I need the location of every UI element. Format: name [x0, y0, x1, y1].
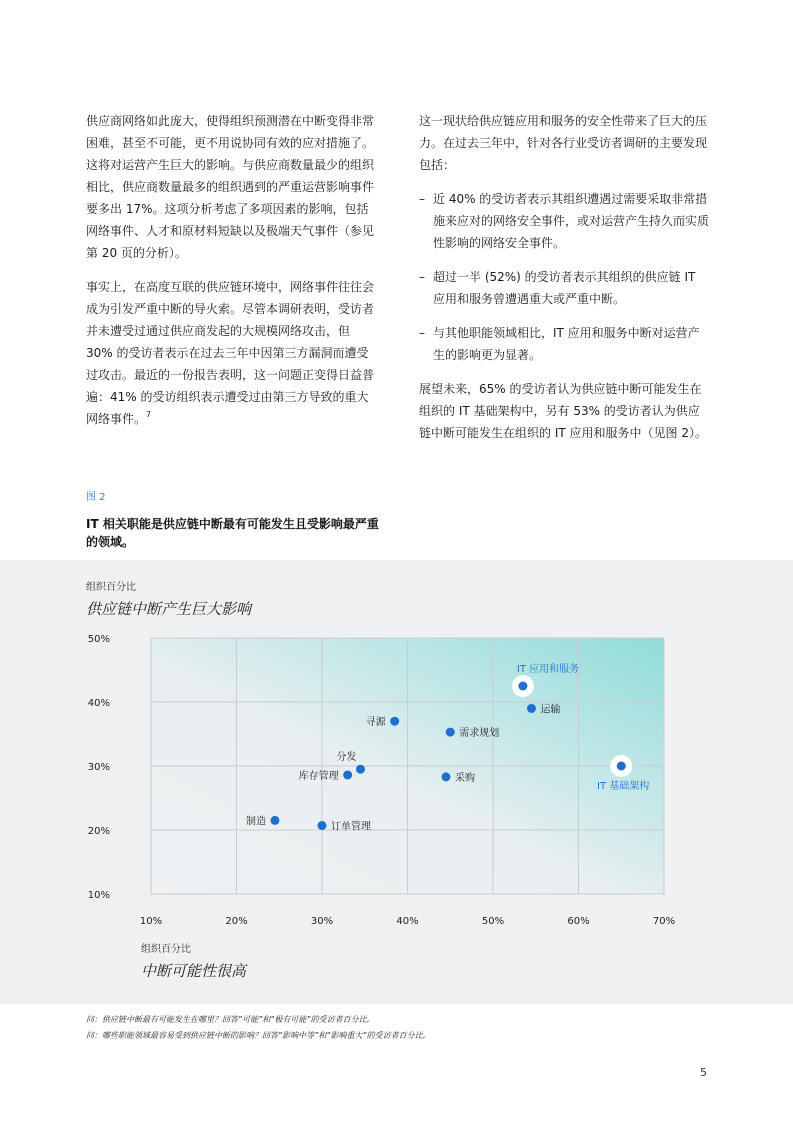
finding-item: – 近 40% 的受访者表示其组织遭遇过需要采取非常措施来应对的网络安全事件，或对运营产生持久而实质性影响的网络安全事件。	[419, 188, 711, 254]
point-marker	[617, 762, 626, 771]
figure-label: 图 2	[86, 492, 106, 503]
footnote-question-2: 问：哪些职能领域最容易受到供应链中断的影响？回答“影响中等”和“影响重大”的受访者百分比。	[86, 1031, 431, 1040]
y-tick-label: 10%	[87, 890, 110, 901]
point-label: 寻源	[365, 717, 386, 729]
x-tick-label: 30%	[310, 916, 334, 927]
chart-footnotes	[86, 1012, 431, 1044]
y-axis-kicker: 组织百分比	[86, 582, 136, 593]
point-label: 分发	[336, 752, 357, 764]
x-tick-label: 50%	[481, 916, 505, 927]
x-tick-label: 60%	[567, 916, 590, 927]
point-marker	[270, 816, 279, 825]
point-label: 库存管理	[298, 770, 339, 782]
x-tick-label: 70%	[652, 916, 676, 927]
x-axis-title: 中断可能性很高	[141, 962, 247, 980]
right-paragraph-2: 展望未来，65% 的受访者认为供应链中断可能发生在组织的 IT 基础架构中，另有 53% 的受访者认为供应链中断可能发生在组织的 IT 应用和服务中（见图 2）。	[419, 382, 707, 440]
y-tick-label: 30%	[87, 762, 110, 773]
point-marker	[527, 704, 536, 713]
page-number: 5	[700, 1066, 707, 1079]
point-marker	[318, 821, 327, 830]
y-tick-label: 50%	[87, 634, 110, 645]
point-label: 制造	[245, 816, 266, 828]
y-tick-label: 40%	[87, 698, 110, 709]
point-marker	[390, 717, 399, 726]
point-label: 需求规划	[459, 728, 500, 740]
point-marker	[441, 772, 450, 781]
x-axis-kicker: 组织百分比	[141, 944, 191, 955]
point-label: 采购	[454, 772, 475, 784]
point-label: 运输	[540, 704, 561, 716]
right-paragraph-1: 这一现状给供应链应用和服务的安全性带来了巨大的压力。在过去三年中，针对各行业受访者调研的主要发现包括：	[419, 114, 708, 172]
left-paragraph-2-text: 事实上，在高度互联的供应链环境中，网络事件往往会成为引发严重中断的导火索。尽管本调研表明，受访者并未遭受过通过供应商发起的大规模网络攻击，但 30% 的受访者表示在过去三年中因第三方漏洞而遭受过攻击。最近的一份报告表明，这一问题正变得日益普遍：41% 的受访组织表示遭受过由第三方导致的重大网络事件。	[86, 280, 375, 426]
finding-item: – 超过一半 (52%) 的受访者表示其组织的供应链 IT 应用和服务曾遭遇重大或严重中断。	[419, 266, 711, 310]
figure-title: IT 相关职能是供应链中断最有可能发生且受影响最严重的领域。	[86, 517, 379, 549]
left-paragraph-1: 供应商网络如此庞大，使得组织预测潜在中断变得非常困难，甚至不可能，更不用说协同有效的应对措施了。这将对运营产生巨大的影响。与供应商数量最少的组织相比，供应商数量最多的组织遇到的严重运营影响事件要多出 17%。这项分析考虑了多项因素的影响，包括网络事件、人才和原材料短缺以及极端天气事件（参见第 20 页的分析）。	[86, 114, 375, 260]
point-marker	[518, 682, 527, 691]
x-tick-label: 10%	[139, 916, 163, 927]
point-marker	[343, 770, 352, 779]
x-tick-label: 40%	[396, 916, 419, 927]
footnote-reference[interactable]: 7	[146, 410, 152, 419]
y-tick-label: 20%	[87, 826, 110, 837]
x-tick-label: 20%	[225, 916, 248, 927]
point-label: 订单管理	[331, 821, 371, 833]
point-label: IT 应用和服务	[516, 664, 580, 675]
finding-item: – 与其他职能领域相比，IT 应用和服务中断对运营产生的影响更为显著。	[419, 322, 711, 366]
point-marker	[446, 728, 455, 737]
y-axis-title: 供应链中断产生巨大影响	[86, 600, 252, 618]
point-marker	[356, 765, 365, 774]
point-label: IT 基础架构	[597, 781, 650, 792]
footnote-question-1: 问：供应链中断最有可能发生在哪里？回答“可能”和“极有可能”的受访者百分比。	[86, 1015, 375, 1024]
